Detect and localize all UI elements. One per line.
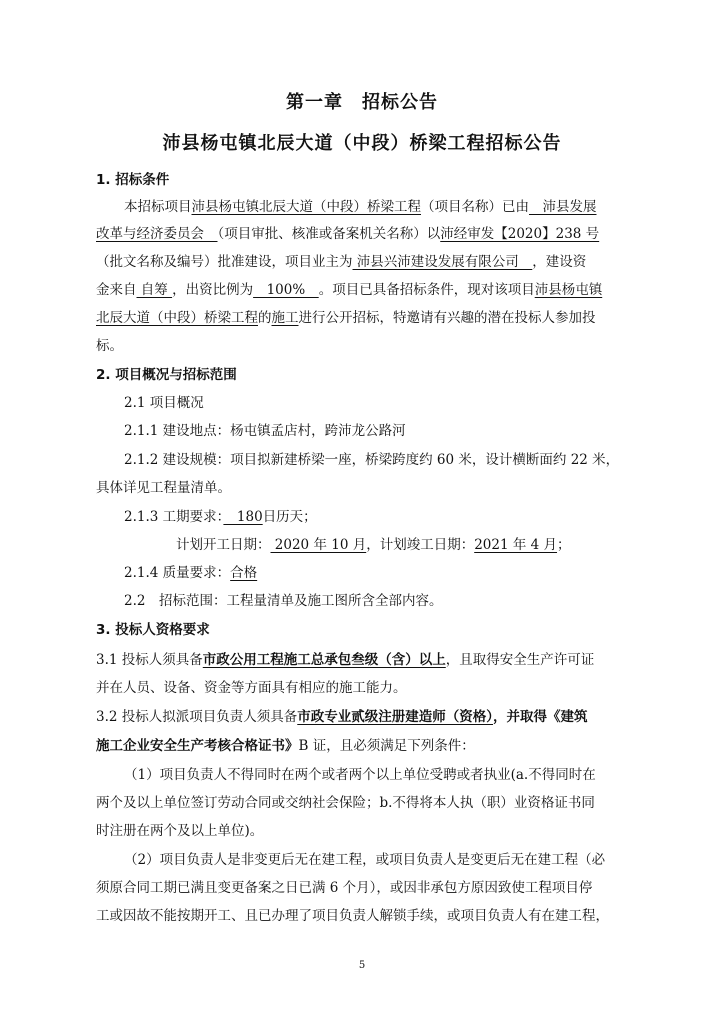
quality-requirement: 合格 <box>230 565 258 581</box>
paragraph-line: 时注册在两个及以上单位)。 <box>96 823 264 839</box>
bid-work-type: 施工 <box>271 310 299 326</box>
paragraph-line: 须原合同工期已满且变更备案之日已满 6 个月），或因非承包方原因致使工程项目停 <box>96 880 593 896</box>
chapter-title: 第一章 招标公告 <box>286 92 438 113</box>
section-3-heading: 3. 投标人资格要求 <box>96 622 210 638</box>
paragraph-line: 3.2 投标人拟派项目负责人须具备市政专业贰级注册建造师（资格），并取得《建筑 <box>96 709 588 725</box>
paragraph-line: 具体详见工程量清单。 <box>96 480 231 496</box>
manager-qualification: 市政专业贰级注册建造师（资格） <box>297 709 494 725</box>
paragraph-line: 本招标项目沛县杨屯镇北辰大道（中段）桥梁工程（项目名称）已由 沛县发展 <box>124 199 597 215</box>
page-number: 5 <box>358 960 366 971</box>
paragraph-line: （1）项目负责人不得同时在两个或者两个以上单位受聘或者执业(a.不得同时在 <box>124 767 596 783</box>
approval-org: 沛县发展 <box>529 199 597 215</box>
company-qualification: 市政公用工程施工总承包叁级（含）以上 <box>202 652 446 668</box>
paragraph-line: （2）项目负责人是非变更后无在建工程，或项目负责人是变更后无在建工程（必 <box>124 852 606 868</box>
section-1-heading: 1. 招标条件 <box>96 172 170 188</box>
document-title: 沛县杨屯镇北辰大道（中段）桥梁工程招标公告 <box>162 133 562 154</box>
start-date: 2020 年 10 月 <box>270 537 367 553</box>
paragraph-line: 2.1.2 建设规模：项目拟新建桥梁一座，桥梁跨度约 60 米，设计横断面约 22 米， <box>124 452 620 468</box>
paragraph-line: 施工企业安全生产考核合格证书》B 证，且必须满足下列条件： <box>96 738 475 754</box>
paragraph-line: 北辰大道（中段）桥梁工程的施工进行公开招标，特邀请有兴趣的潜在投标人参加投 <box>96 310 596 326</box>
approval-ref: 沛经审发【2020】238 号 <box>440 226 600 242</box>
project-owner: 沛县兴沛建设发展有限公司 <box>352 254 533 270</box>
fund-ratio: 100% <box>253 282 319 298</box>
duration-days: 180 <box>223 509 263 525</box>
project-name: 沛县杨屯镇北辰大道（中段）桥梁工程 <box>191 199 421 215</box>
safety-certificate: 施工企业安全生产考核合格证书》 <box>96 738 299 754</box>
approval-org-cont: 改革与经济委员会 <box>96 226 218 242</box>
end-date: 2021 年 4 月 <box>474 537 558 553</box>
paragraph-line: 2.1.4 质量要求：合格 <box>124 565 258 581</box>
paragraph-line: 标。 <box>96 338 123 354</box>
paragraph-line: 工或因故不能按期开工、且已办理了项目负责人解锁手续，或项目负责人有在建工程， <box>96 908 609 924</box>
paragraph-line: 改革与经济委员会 （项目审批、核准或备案机关名称）以沛经审发【2020】238 号 <box>96 226 600 242</box>
paragraph-line: 两个及以上单位签订劳动合同或交纳社会保险；b.不得将本人执（职）业资格证书同 <box>96 795 595 811</box>
paragraph-line: 并在人员、设备、资金等方面具有相应的施工能力。 <box>96 680 407 696</box>
paragraph-line: 2.1.3 工期要求： 180日历天； <box>124 509 317 525</box>
paragraph-line: 2.1.1 建设地点：杨屯镇孟店村，跨沛龙公路河 <box>124 423 406 439</box>
paragraph-line: 2.1 项目概况 <box>124 395 204 411</box>
paragraph-line: 金来自 自筹 ，出资比例为 100% 。项目已具备招标条件，现对该项目沛县杨屯镇 <box>96 282 603 298</box>
section-2-heading: 2. 项目概况与招标范围 <box>96 367 237 383</box>
paragraph-line: 2.2 招标范围：工程量清单及施工图所含全部内容。 <box>124 593 443 609</box>
paragraph-line: 3.1 投标人须具备市政公用工程施工总承包叁级（含）以上，且取得安全生产许可证 <box>96 652 595 668</box>
paragraph-line: （批文名称及编号）批准建设，项目业主为 沛县兴沛建设发展有限公司 ，建设资 <box>96 254 587 270</box>
paragraph-line: 计划开工日期： 2020 年 10 月，计划竣工日期：2021 年 4 月； <box>176 537 571 553</box>
fund-source: 自筹 <box>136 282 173 298</box>
